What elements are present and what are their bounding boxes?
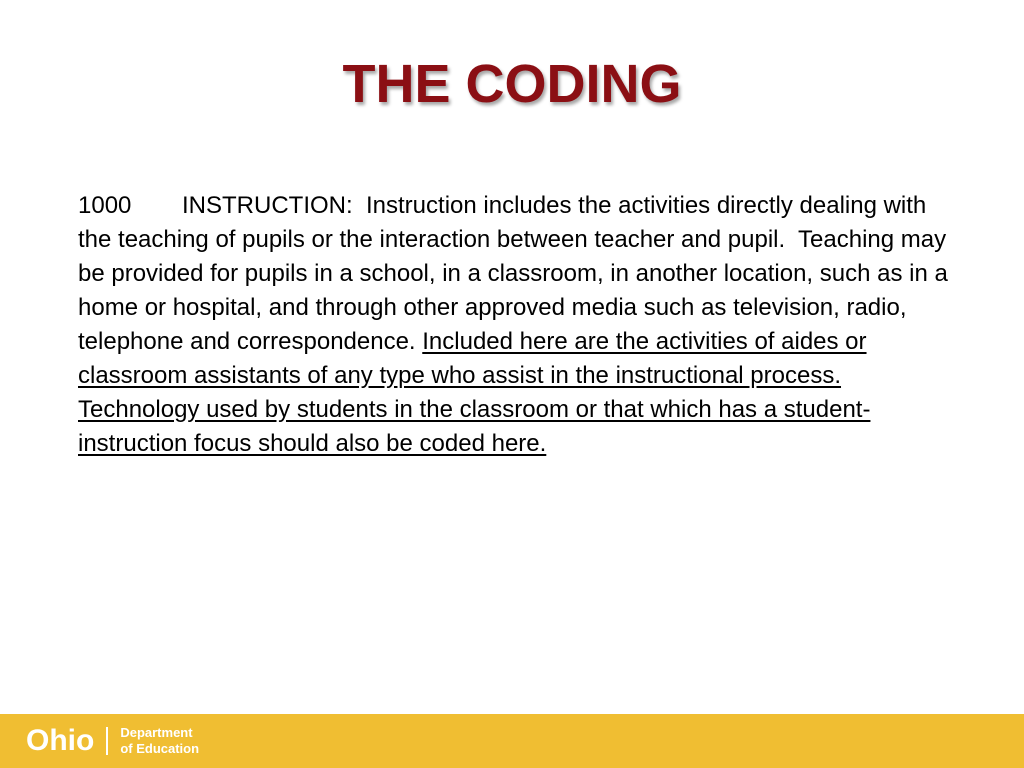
slide-body [78,189,958,461]
logo-ohio-wordmark: Ohio [26,724,95,757]
function-code: 1000 [78,192,132,219]
slide-title: THE CODING [342,54,682,114]
logo-dept-line2: of Education [120,741,200,756]
body-intro-text: INSTRUCTION: Instruction includes the activities directly dealing with the teaching of pupils or the interaction between teacher and pupil. Teaching may be provided for pupils in a school, in a classroom, in another location, such as in a home or hospital, and through other approved media such as television, radio, telephone and correspondence. [78,192,955,355]
logo-divider [106,727,108,755]
body-underlined-text: Included here are the activities of aides or classroom assistants of any type who assist in the instructional process. Technology used by students in the classroom or that which has a student-instruction focus should also be coded here. [78,328,871,457]
logo-department-text [120,725,199,757]
footer-bar [0,714,1024,768]
ohio-education-logo [26,724,199,758]
logo-dept-line1: Department [120,725,193,740]
